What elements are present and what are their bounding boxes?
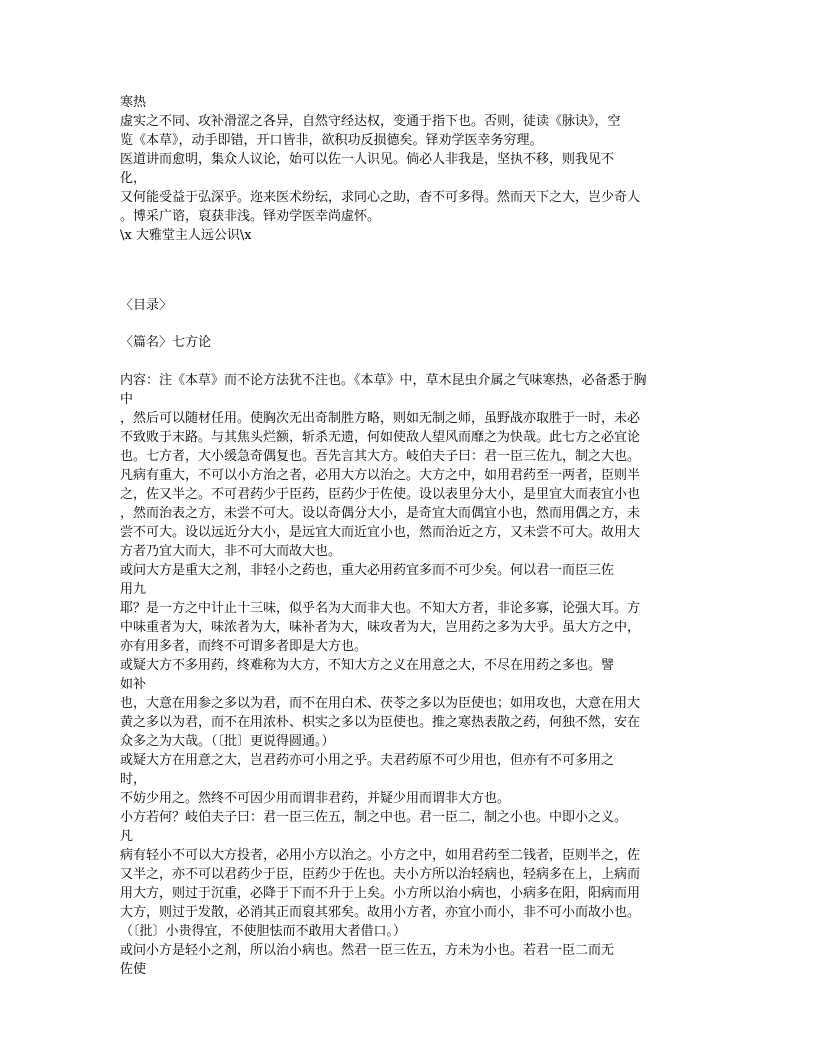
preface-line: 化， <box>120 171 147 186</box>
body-line: 又半之，亦不可以君药少于臣，臣药少于佐也。夫小方所以治轻病也，轻病多在上，上病而 <box>120 867 641 882</box>
body-line: 时， <box>120 772 147 787</box>
preface-line: 览《本草》，动手即错，开口皆非，欲积功反损德矣。铎劝学医幸务穷理。 <box>120 133 543 148</box>
body-line: 或问大方是重大之剂，非轻小之药也，重大必用药宜多而不可少矣。何以君一而臣三佐 <box>120 563 615 578</box>
body-line: 众多之为大哉。（〔批〕更说得圆通。） <box>120 734 335 749</box>
body-line: 耶？是一方之中计止十三味，似乎名为大而非大也。不知大方者，非论多寡，论强大耳。方 <box>120 601 641 616</box>
body-line: 凡 <box>120 829 134 844</box>
body-line: 内容：注《本草》而不论方法犹不注也。《本草》中，草木昆虫介属之气味寒热，必备悉于胸 <box>120 373 647 388</box>
body-line: 也，大意在用参之多以为君，而不在用白术、茯苓之多以为臣使也；如用攻也，大意在用大 <box>120 696 641 711</box>
body-line: ，然而治表之方，未尝不可大。设以奇偶分大小，是奇宜大而偶宜小也，然而用偶之方，未 <box>120 506 641 521</box>
body-line: 或疑大方在用意之大，岂君药亦可小用之乎。夫君药原不可少用也，但亦有不可多用之 <box>120 753 615 768</box>
body-line: 中味重者为大，味浓者为大，味补者为大，味攻者为大，岂用药之多为大乎。虽大方之中， <box>120 620 641 635</box>
body-line: 不妨少用之。然终不可因少用而谓非君药，并疑少用而谓非大方也。 <box>120 791 511 806</box>
body-line: 凡病有重大，不可以小方治之者，必用大方以治之。大方之中，如用君药至一两者，臣则半 <box>120 468 641 483</box>
signature-line: \x 大雅堂主人远公识\x <box>120 228 252 243</box>
body-line: 如补 <box>120 677 147 692</box>
body-line: 亦有用多者，而终不可谓多者即是大方也。 <box>120 639 368 654</box>
chapter-title: 〈篇名〉七方论 <box>120 335 212 350</box>
preface-line: 虚实之不同、攻补滑涩之各异，自然守经达权，变通于指下也。否则，徒读《脉诀》，空 <box>120 114 621 129</box>
body-line: 小方若何？岐伯夫子曰：君一臣三佐五，制之中也。君一臣二，制之小也。中即小之义。 <box>120 810 628 825</box>
body-line: ，然后可以随材任用。使胸次无出奇制胜方略，则如无制之师，虽野战亦取胜于一时，未必 <box>120 411 641 426</box>
body-line: 佐使 <box>120 962 147 977</box>
body-line: 也。七方者，大小缓急奇偶复也。吾先言其大方。岐伯夫子曰：君一臣三佐九，制之大也。 <box>120 449 641 464</box>
preface-line: 寒热 <box>120 95 147 110</box>
body-line: 用大方，则过于沉重，必降于下而不升于上矣。小方所以治小病也，小病多在阳，阳病而用 <box>120 886 641 901</box>
body-line: 不致败于末路。与其焦头烂额，斩杀无遗，何如使敌人望风而靡之为快哉。此七方之必宜论 <box>120 430 641 445</box>
body-line: 病有轻小不可以大方投者，必用小方以治之。小方之中，如用君药至二钱者，臣则半之，佐 <box>120 848 641 863</box>
preface-line: 又何能受益于弘深乎。迩来医术纷纭，求同心之助，杳不可多得。然而天下之大，岂少奇人 <box>120 190 641 205</box>
body-line: 黄之多以为君，而不在用浓朴、枳实之多以为臣使也。推之寒热表散之药，何独不然，安在 <box>120 715 641 730</box>
body-line: 或问小方是轻小之剂，所以治小病也。然君一臣三佐五，方未为小也。若君一臣二而无 <box>120 943 615 958</box>
body-line: 尝不可大。设以远近分大小，是远宜大而近宜小也，然而治近之方，又未尝不可大。故用大 <box>120 525 641 540</box>
body-line: 方者乃宜大而大，非不可大而故大也。 <box>120 544 342 559</box>
body-line: 中 <box>120 392 134 407</box>
body-line: 之，佐又半之。不可君药少于臣药，臣药少于佐使。设以表里分大小，是里宜大而表宜小也 <box>120 487 641 502</box>
toc-heading: 〈目录〉 <box>120 298 173 313</box>
preface-line: 医道讲而愈明，集众人议论，始可以佐一人识见。倘必人非我是，坚执不移，则我见不 <box>120 152 615 167</box>
body-line: 用九 <box>120 582 147 597</box>
body-line: 或疑大方不多用药，终难称为大方，不知大方之义在用意之大，不尽在用药之多也。譬 <box>120 658 615 673</box>
body-line: （〔批〕小贵得宜，不使胆怯而不敢用大者借口。） <box>120 924 407 939</box>
preface-line: 。博采广谘，裒获非浅。铎劝学医幸尚虚怀。 <box>120 209 381 224</box>
body-line: 大方，则过于发散，必消其正而裒其邪矣。故用小方者，亦宜小而小，非不可小而故小也。 <box>120 905 641 920</box>
